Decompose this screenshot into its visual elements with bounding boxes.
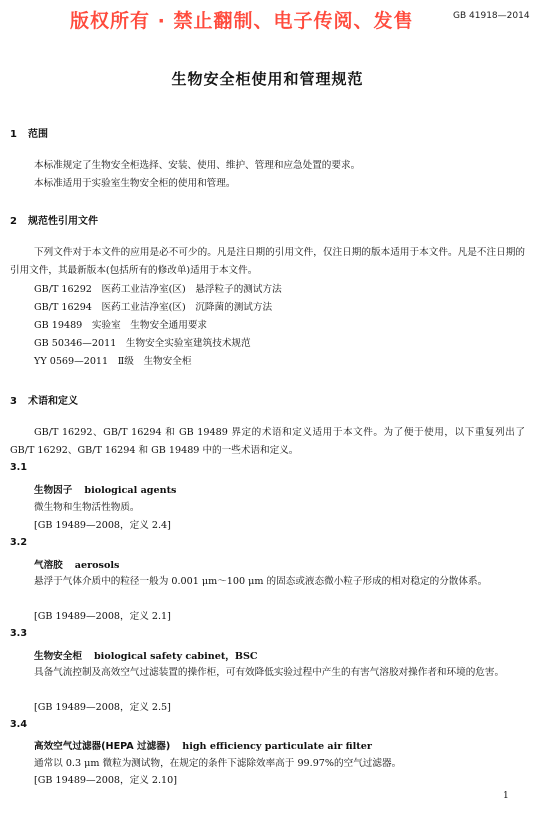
paragraph: 下列文件对于本文件的应用是必不可少的。凡是注日期的引用文件，仅注日期的版本适用于本文件。凡是不注日期的引用文件，其最新版本(包括所有的修改单)适用于本文件。 [10,247,525,276]
term-zh: 生物因子 [34,485,73,496]
reference-item: GB/T 16292 医药工业洁净室(区) 悬浮粒子的测试方法 [34,284,282,295]
term-source: [GB 19489—2008，定义 2.1] [34,611,171,622]
page-number: 1 [503,791,509,801]
reference-item: GB 50346—2011 生物安全实验室建筑技术规范 [34,338,251,349]
term-number: 3.3 [10,628,27,639]
section-title: 范围 [28,129,48,140]
section-number: 1 [10,129,17,140]
term-zh: 高效空气过滤器(HEPA 过滤器) [34,741,171,752]
reference-item: GB/T 16294 医药工业洁净室(区) 沉降菌的测试方法 [34,302,273,313]
term-en: aerosols [74,560,120,571]
standard-code: GB 41918—2014 [453,11,530,21]
term-definition: 悬浮于气体介质中的粒径一般为 0.001 μm～100 μm 的固态或液态微小粒子形成的相对稳定的分散体系。 [34,576,488,587]
watermark-text: 版权所有 · 禁止翻制、电子传阅、发售 [70,10,414,32]
term-number: 3.4 [10,719,27,730]
term-zh: 生物安全柜 [34,651,82,662]
term-title [34,482,176,496]
section-3-heading [10,392,78,407]
paragraph: 本标准规定了生物安全柜选择、安装、使用、维护、管理和应急处置的要求。 [34,160,361,171]
term-zh: 气溶胶 [34,560,63,571]
term-number: 3.1 [10,462,27,473]
term-title [34,557,119,571]
paragraph: 本标准适用于实验室生物安全柜的使用和管理。 [34,178,236,189]
term-number: 3.2 [10,537,27,548]
reference-item: YY 0569—2011 Ⅱ级 生物安全柜 [34,356,192,367]
term-title [34,648,258,662]
term-definition: 通常以 0.3 μm 微粒为测试物，在规定的条件下滤除效率高于 99.97%的空气过滤器。 [34,758,402,769]
section-title: 规范性引用文件 [28,216,98,227]
term-source: [GB 19489—2008，定义 2.10] [34,775,177,786]
term-title [34,738,372,752]
section-number: 3 [10,396,17,407]
paragraph: GB/T 16292、GB/T 16294 和 GB 19489 界定的术语和定义适用于本文件。为了便于使用，以下重复列出了 GB/T 16292、GB/T 16294 和 GB 19489 中的一些术语和定义。 [10,427,525,456]
section-2-heading [10,212,98,227]
term-definition: 微生物和生物活性物质。 [34,502,140,513]
section-title: 术语和定义 [28,396,78,407]
term-en: high efficiency particulate air filter [182,741,372,752]
reference-item: GB 19489 实验室 生物安全通用要求 [34,320,208,331]
document-title: 生物安全柜使用和管理规范 [171,70,364,88]
section-1-heading [10,125,48,140]
term-definition: 具备气流控制及高效空气过滤装置的操作柜，可有效降低实验过程中产生的有害气溶胶对操作者和环境的危害。 [34,667,505,678]
term-en: biological safety cabinet，BSC [93,651,258,662]
section-number: 2 [10,216,17,227]
term-source: [GB 19489—2008，定义 2.4] [34,520,171,531]
term-en: biological agents [84,485,177,496]
term-source: [GB 19489—2008，定义 2.5] [34,702,171,713]
